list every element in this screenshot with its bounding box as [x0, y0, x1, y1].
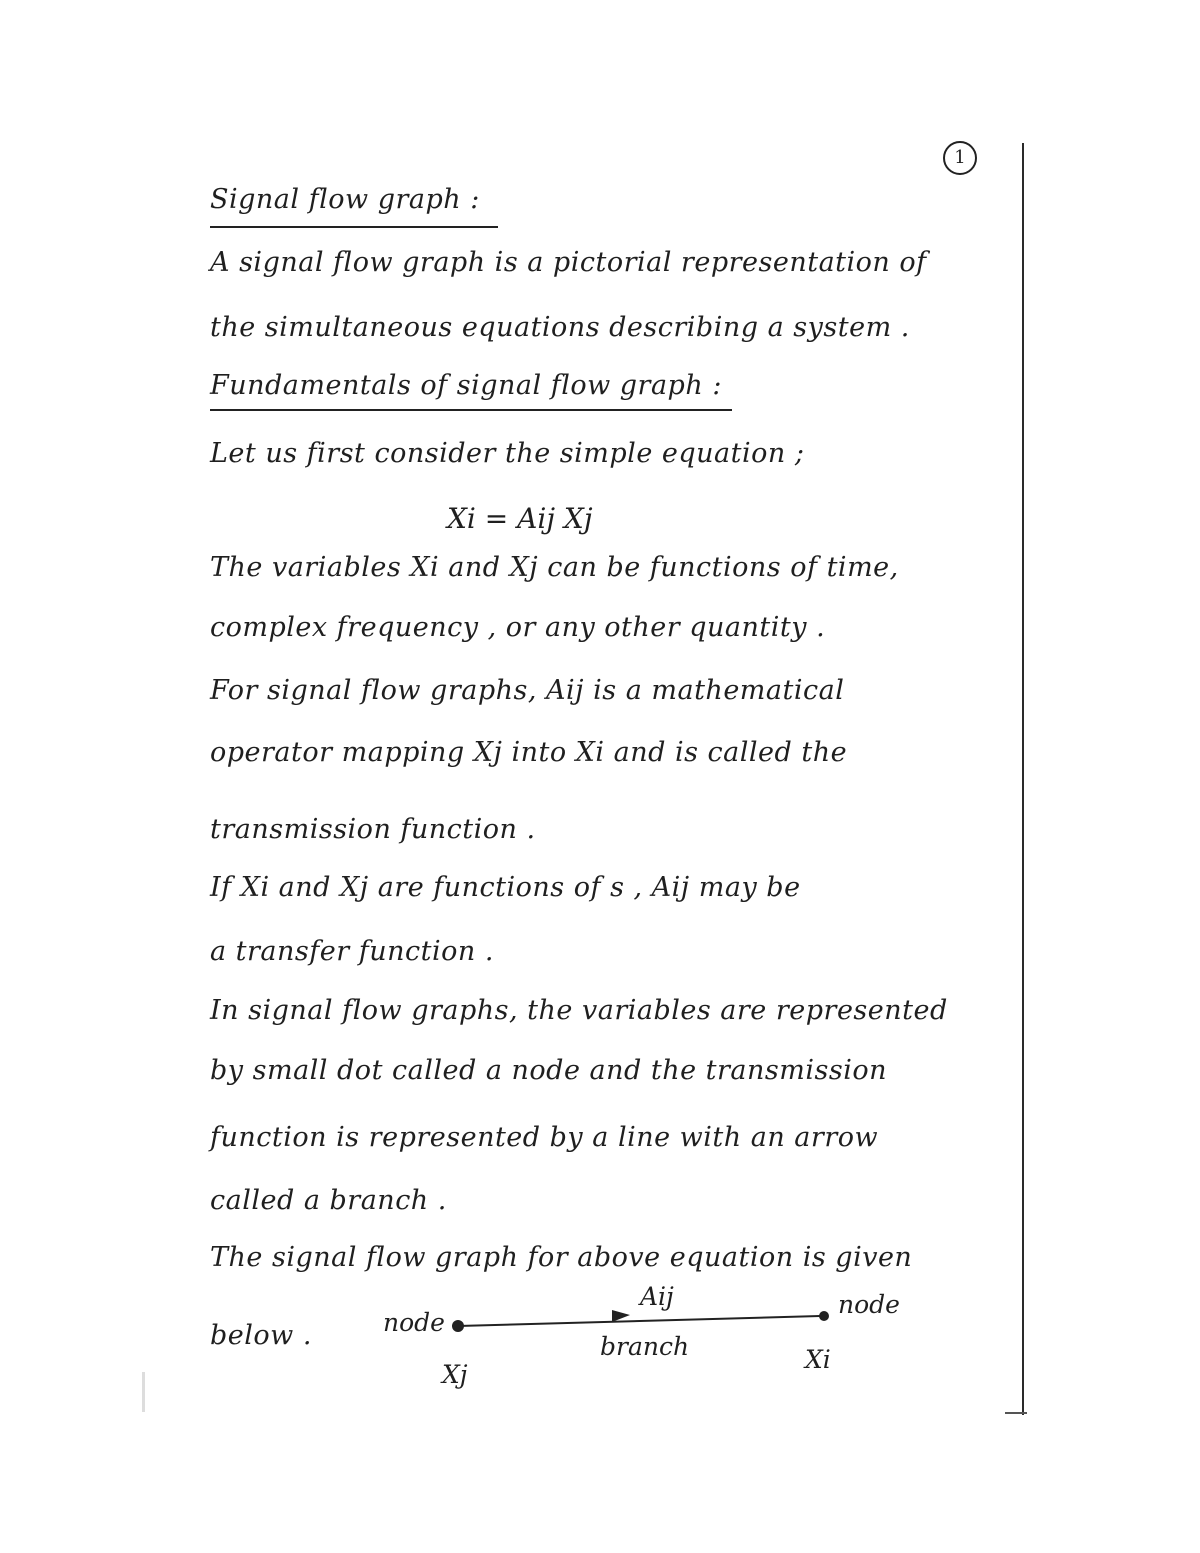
right-node-label: node [838, 1290, 900, 1319]
text-line: below . [210, 1320, 312, 1351]
equation: Xi = Aij Xj [447, 502, 593, 535]
text-line: The signal flow graph for above equation is given [210, 1242, 913, 1273]
text-line: by small dot called a node and the transmission [210, 1055, 887, 1086]
text-line: A signal flow graph is a pictorial representation of [210, 247, 927, 278]
branch-arrow-icon [612, 1310, 630, 1322]
text-line: complex frequency , or any other quantity . [210, 612, 826, 643]
left-node-label: node [383, 1308, 445, 1337]
right-node-dot [819, 1311, 829, 1321]
text-line: Let us first consider the simple equation ; [210, 438, 805, 469]
branch-gain-label: Aij [640, 1282, 674, 1311]
text-line: transmission function . [210, 814, 536, 845]
text-line: called a branch . [210, 1185, 447, 1216]
text-line: If Xi and Xj are functions of s , Aij may be [210, 872, 801, 903]
text-line: a transfer function . [210, 936, 494, 967]
text-line: In signal flow graphs, the variables are represented [210, 995, 948, 1026]
left-node-dot [452, 1320, 464, 1332]
heading-signal-flow-graph: Signal flow graph : [210, 184, 480, 215]
text-line: operator mapping Xj into Xi and is called the [210, 737, 848, 768]
right-variable-label: Xi [805, 1345, 831, 1374]
page-number: 1 [943, 141, 977, 175]
text-line: the simultaneous equations describing a system . [210, 312, 910, 343]
text-line: The variables Xi and Xj can be functions of time, [210, 552, 899, 583]
text-line: For signal flow graphs, Aij is a mathematical [210, 675, 845, 706]
heading-fundamentals: Fundamentals of signal flow graph : [210, 370, 722, 401]
text-line: function is represented by a line with an arrow [210, 1122, 879, 1153]
branch-line [458, 1316, 820, 1326]
branch-label: branch [600, 1332, 690, 1361]
left-variable-label: Xj [442, 1360, 468, 1389]
